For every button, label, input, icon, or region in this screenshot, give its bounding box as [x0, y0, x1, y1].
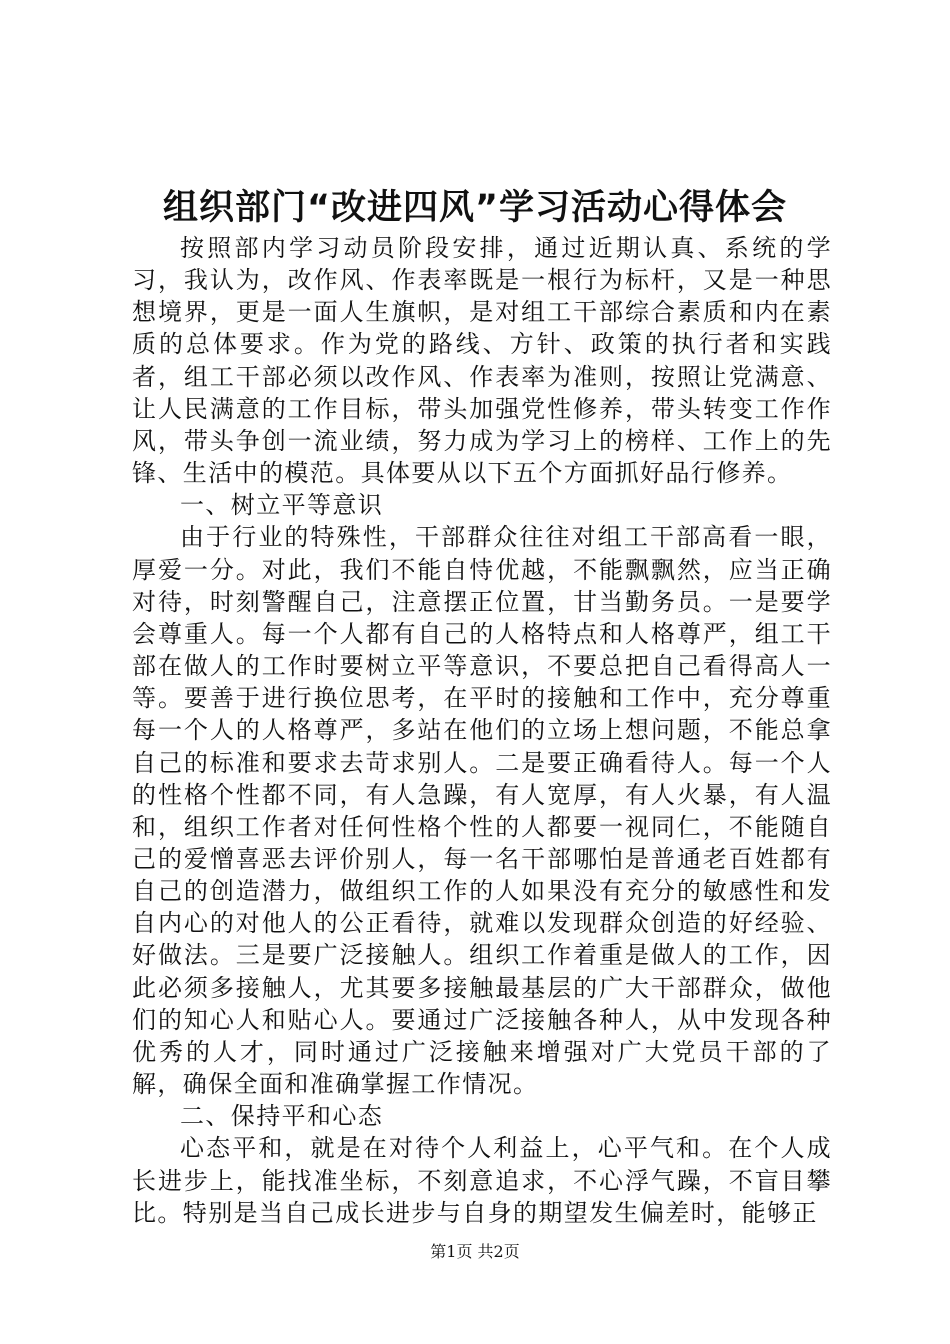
paragraph-section-1: 由于行业的特殊性，干部群众往往对组工干部高看一眼，厚爱一分。对此，我们不能自恃优越，不能飘飘然，应当正确对待，时刻警醒自己，注意摆正位置，甘当勤务员。一是要学会尊重人。每一个人都有自己的人格特点和人格尊严，组工干部在做人的工作时要树立平等意识，不要总把自己看得高人一等。要善于进行换位思考，在平时的接触和工作中，充分尊重每一个人的人格尊严，多站在他们的立场上想问题，不能总拿自己的标准和要求去苛求别人。二是要正确看待人。每一个人的性格个性都不同，有人急躁，有人宽厚，有人火暴，有人温和，组织工作者对任何性格个性的人都要一视同仁，不能随自己的爱憎喜恶去评价别人，每一名干部哪怕是普通老百姓都有自己的创造潜力，做组织工作的人如果没有充分的敏感性和发自内心的对他人的公正看待，就难以发现群众创造的好经验、好做法。三是要广泛接触人。组织工作着重是做人的工作，因此必须多接触人，尤其要多接触最基层的广大干部群众，做他们的知心人和贴心人。要通过广泛接触各种人，从中发现各种优秀的人才，同时通过广泛接触来增强对广大党员干部的了解，确保全面和准确掌握工作情况。	[132, 523, 832, 1099]
paragraph-intro: 按照部内学习动员阶段安排，通过近期认真、系统的学习，我认为，改作风、作表率既是一根行为标杆，又是一种思想境界，更是一面人生旗帜，是对组工干部综合素质和内在素质的总体要求。作为党的路线、方针、政策的执行者和实践者，组工干部必须以改作风、作表率为准则，按照让党满意、让人民满意的工作目标，带头加强党性修养，带头转变工作作风，带头争创一流业绩，努力成为学习上的榜样、工作上的先锋、生活中的模范。具体要从以下五个方面抓好品行修养。	[132, 234, 832, 488]
section-heading-1: 一、树立平等意识	[180, 491, 384, 520]
paragraph-section-2: 心态平和，就是在对待个人利益上，心平气和。在个人成长进步上，能找准坐标，不刻意追求，不心浮气躁，不盲目攀比。特别是当自己成长进步与自身的期望发生偏差时，能够正	[132, 1134, 832, 1227]
section-heading-2: 二、保持平和心态	[180, 1102, 384, 1131]
page-footer: 第1页 共2页	[430, 1242, 520, 1261]
document-title: 组织部门“改进四风”学习活动心得体会	[162, 188, 787, 228]
document-body	[132, 232, 832, 1229]
